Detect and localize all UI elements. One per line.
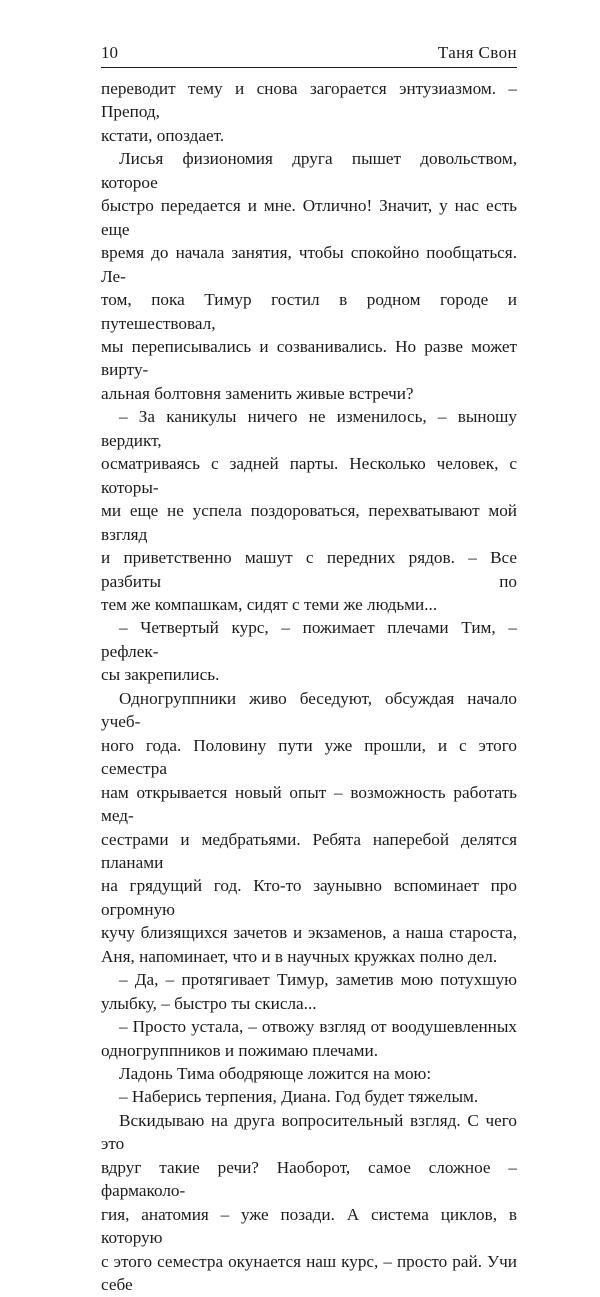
text-line: с этого семестра окунается наш курс, – просто рай. Учи себе: [101, 1251, 517, 1295]
text-line: том, пока Тимур гостил в родном городе и путешествовал,: [101, 290, 517, 333]
header-divider: [101, 67, 517, 68]
text-line: Вскидываю на друга вопросительный взгляд. С чего это: [101, 1110, 517, 1154]
running-head-title: Таня Свон: [437, 43, 517, 62]
text-line: и приветственно машут с передних рядов. – Все разбиты по: [101, 548, 517, 591]
text-line: кстати, опоздает.: [101, 125, 225, 145]
text-line: кучу близящихся зачетов и экзаменов, а наша староста,: [101, 923, 517, 943]
text-line: – Просто устала, – отвожу взгляд от воодушевленных: [119, 1017, 517, 1037]
text-line: – Наберись терпения, Диана. Год будет тяжелым.: [119, 1087, 479, 1107]
text-line: Лисья физиономия друга пышет довольством, которое: [101, 149, 517, 192]
text-line: Одногруппники живо беседуют, обсуждая начало учеб-: [101, 688, 517, 732]
text-line: сестрами и медбратьями. Ребята наперебой делятся планами: [101, 829, 517, 872]
text-line: улыбку, – быстро ты скисла...: [101, 993, 317, 1013]
text-line: осматриваясь с задней парты. Несколько человек, с которы-: [101, 454, 517, 497]
text-line: одногруппников и пожимаю плечами.: [101, 1040, 378, 1060]
text-line: сы закрепились.: [101, 665, 220, 685]
text-line: нам открывается новый опыт – возможность работать мед-: [101, 782, 517, 826]
text-line: на грядущий год. Кто-то заунывно вспоминает про огромную: [101, 876, 517, 919]
text-line: ми еще не успела поздороваться, перехватывают мой взгляд: [101, 501, 517, 544]
text-line: – Четвертый курс, – пожимает плечами Тим, – рефлек-: [101, 618, 517, 661]
page-number: 10: [101, 43, 118, 62]
text-line: вдруг такие речи? Наоборот, самое сложное – фармаколо-: [101, 1157, 517, 1201]
text-line: время до начала занятия, чтобы спокойно пообщаться. Ле-: [101, 243, 517, 286]
text-line: альная болтовня заменить живые встречи?: [101, 383, 414, 403]
text-line: гия, анатомия – уже позади. А система циклов, в которую: [101, 1204, 517, 1248]
text-line: Аня, напоминает, что и в научных кружках полно дел.: [101, 946, 498, 966]
text-line: тем же компашкам, сидят с теми же людьми...: [101, 594, 438, 614]
text-line: быстро передается и мне. Отлично! Значит, у нас есть еще: [101, 196, 517, 239]
text-line: Ладонь Тима ободряюще ложится на мою:: [119, 1064, 432, 1084]
text-line: переводит тему и снова загорается энтузиазмом. – Препод,: [101, 79, 517, 122]
running-head: [101, 42, 517, 64]
body-text: [101, 77, 517, 1297]
text-line: – За каникулы ничего не изменилось, – выношу вердикт,: [101, 407, 517, 450]
text-line: ного года. Половину пути уже прошли, и с этого семестра: [101, 735, 517, 779]
text-line: – Да, – протягивает Тимур, заметив мою потухшую: [119, 970, 517, 990]
text-line: мы переписывались и созванивались. Но разве может вирту-: [101, 336, 517, 380]
